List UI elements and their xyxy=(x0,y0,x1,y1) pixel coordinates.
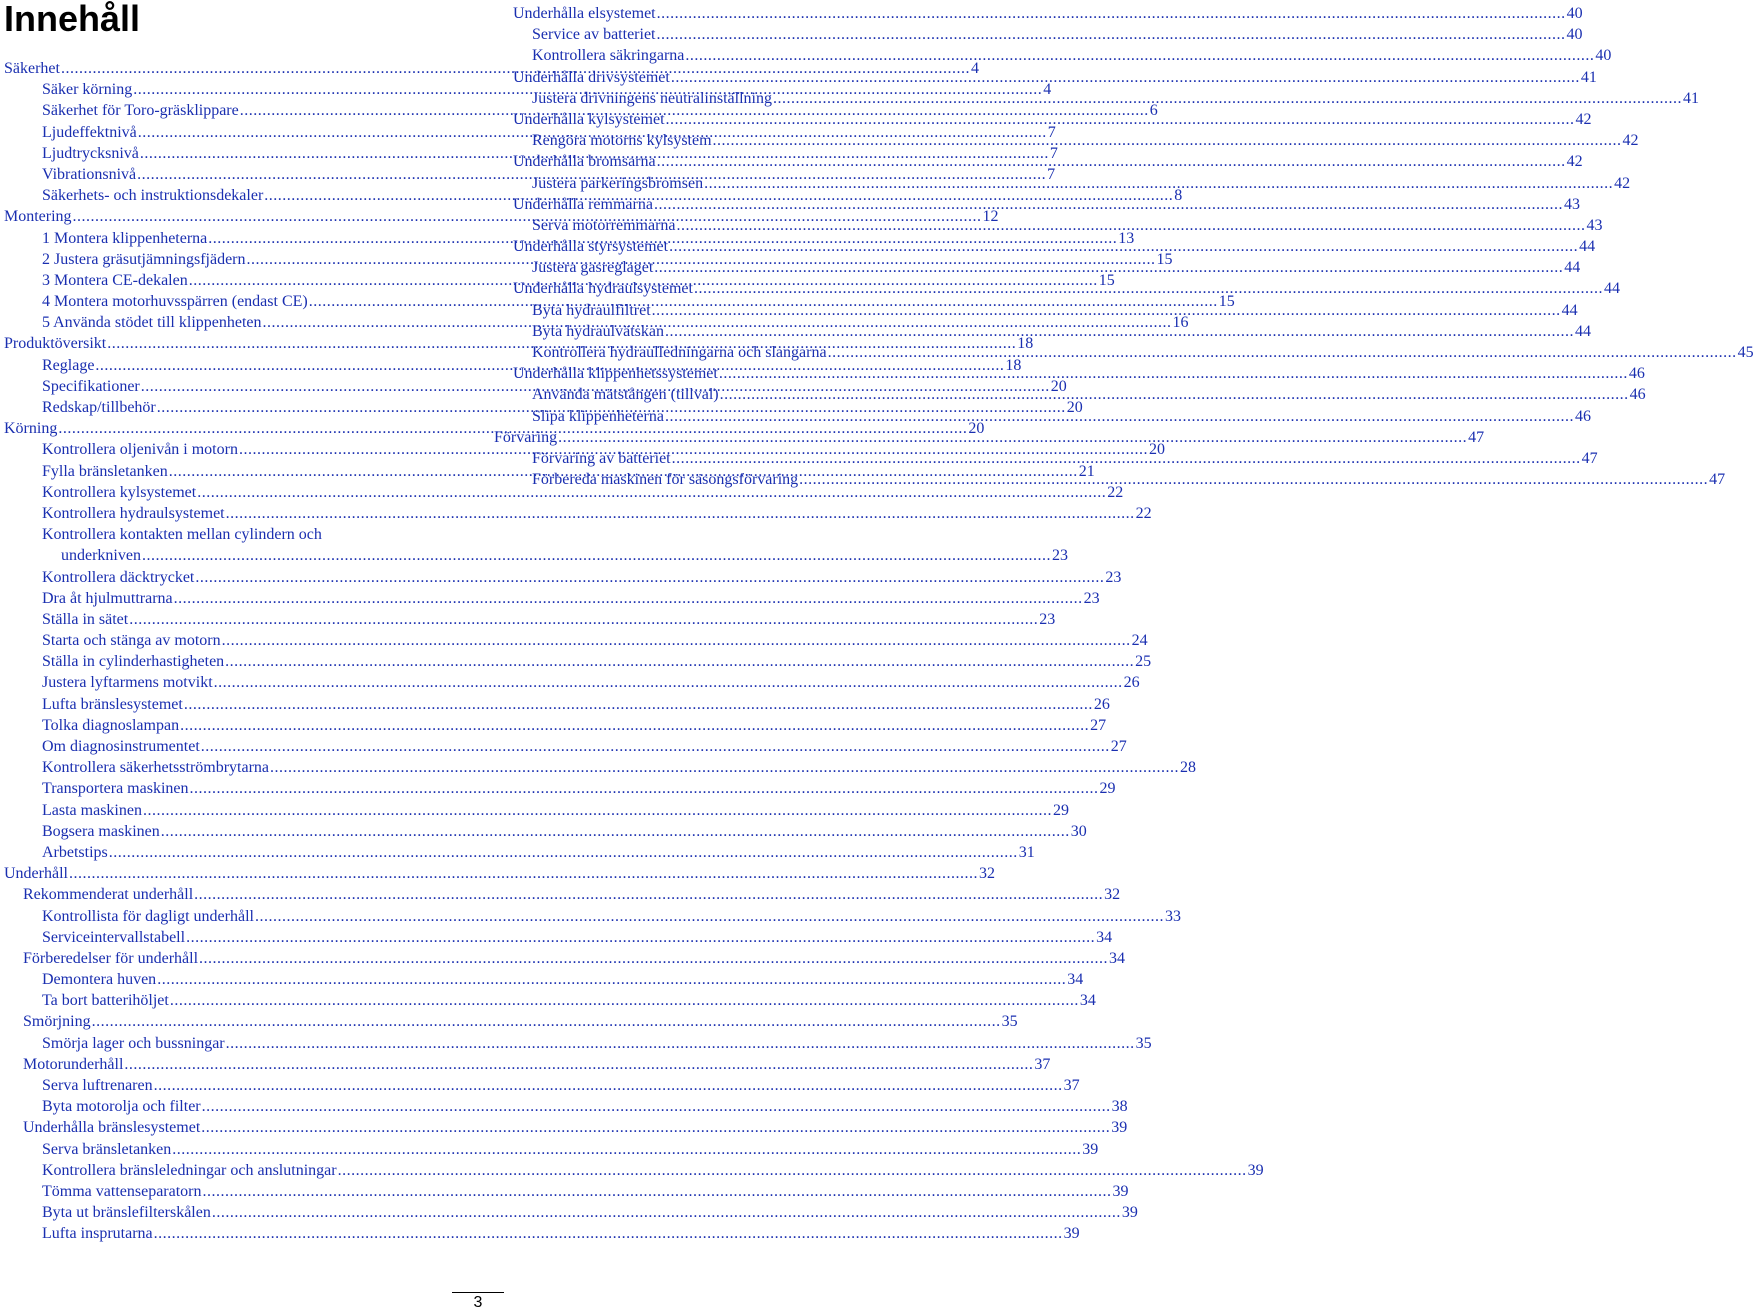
toc-page-number: 15 xyxy=(1156,250,1173,268)
toc-entry[interactable] xyxy=(0,906,1181,927)
dot-leader xyxy=(828,342,1737,363)
toc-entry[interactable] xyxy=(490,45,1612,66)
dot-leader xyxy=(558,427,1467,448)
toc-entry[interactable] xyxy=(0,482,1124,503)
toc-entry-label: Vibrationsnivå xyxy=(42,165,137,183)
dot-leader xyxy=(195,567,1104,588)
toc-page-number: 8 xyxy=(1174,187,1183,205)
toc-entry-label: Lufta insprutarna xyxy=(42,1225,153,1243)
toc-entry[interactable] xyxy=(0,672,1140,693)
toc-entry-label: Säkerhet för Toro-gräsklippare xyxy=(42,102,239,120)
toc-page-number: 22 xyxy=(1107,483,1124,501)
toc-entry-label: Använda mätstången (tillval) xyxy=(532,386,719,404)
dot-leader xyxy=(203,1181,1112,1202)
toc-entry[interactable] xyxy=(490,194,1580,215)
toc-entry[interactable] xyxy=(0,863,995,884)
toc-page-number: 23 xyxy=(1051,547,1068,565)
toc-entry-label: Förvaring xyxy=(494,428,558,446)
toc-page-number: 46 xyxy=(1628,365,1645,383)
footer-rule xyxy=(452,1292,504,1293)
toc-page-number: 20 xyxy=(1050,377,1067,395)
toc-entry[interactable] xyxy=(0,1223,1080,1244)
toc-entry[interactable] xyxy=(490,151,1583,172)
toc-entry-label: Demontera huven xyxy=(42,971,157,989)
toc-page-number: 39 xyxy=(1247,1161,1264,1179)
page-title: Innehåll xyxy=(4,0,141,39)
toc-entry-label: Slipa klippenheterna xyxy=(532,407,664,425)
toc-page-number: 32 xyxy=(1104,886,1121,904)
toc-entry-label: Byta ut bränslefilterskålen xyxy=(42,1204,211,1222)
toc-entry-label: Justera parkeringsbromsen xyxy=(532,174,704,192)
dot-leader xyxy=(143,800,1052,821)
toc-page-number: 24 xyxy=(1131,632,1148,650)
dot-leader xyxy=(170,990,1079,1011)
toc-entry-label: Säkerhets- och instruktionsdekaler xyxy=(42,187,264,205)
toc-page-number: 29 xyxy=(1099,780,1116,798)
toc-entry-label: Om diagnosinstrumentet xyxy=(42,738,200,755)
toc-page-number: 34 xyxy=(1067,971,1084,989)
toc-entry-label: Kontrollera hydraulsystemet xyxy=(42,504,225,522)
toc-entry-label: Underhålla bränslesystemet xyxy=(23,1119,201,1137)
toc-page-number: 20 xyxy=(1148,441,1165,459)
toc-page-number: 28 xyxy=(1180,759,1197,777)
toc-page-number: 12 xyxy=(982,208,999,226)
dot-leader xyxy=(694,278,1603,299)
dot-leader xyxy=(657,24,1566,45)
toc-entry[interactable] xyxy=(0,1075,1080,1096)
dot-leader xyxy=(180,715,1089,736)
dot-leader xyxy=(652,300,1561,321)
toc-page-number: 44 xyxy=(1561,301,1578,319)
dot-leader xyxy=(129,609,1038,630)
toc-entry-label: Ljudeffektnivå xyxy=(42,123,137,141)
toc-entry-label: Underhålla styrsystemet xyxy=(513,238,669,256)
toc-page-number: 42 xyxy=(1566,153,1583,171)
toc-page-number: 41 xyxy=(1682,89,1699,107)
toc-entry-label: Underhålla klippenhetssystemet xyxy=(513,365,718,383)
toc-page-number: 29 xyxy=(1052,801,1069,819)
toc-entry-label: Dra åt hjulmuttrarna xyxy=(42,589,173,607)
toc-page-number: 31 xyxy=(1018,843,1035,861)
toc-page-number: 34 xyxy=(1096,928,1113,946)
toc-entry[interactable] xyxy=(490,173,1631,194)
toc-page-number: 43 xyxy=(1563,195,1580,213)
toc-entry[interactable] xyxy=(0,1011,1018,1032)
toc-entry-label: Motorunderhåll xyxy=(23,1055,124,1073)
toc-entry-label: Säkerhet xyxy=(4,60,60,77)
toc-entry[interactable] xyxy=(0,694,1110,715)
dot-leader xyxy=(124,1054,1033,1075)
toc-entry-label: Service av batteriet xyxy=(532,26,656,44)
dot-leader xyxy=(154,1075,1063,1096)
toc-entry[interactable] xyxy=(0,990,1096,1011)
toc-entry-label: Tolka diagnoslampan xyxy=(42,716,180,734)
toc-page-number: 42 xyxy=(1622,132,1639,150)
toc-entry[interactable] xyxy=(490,88,1699,109)
toc-entry[interactable] xyxy=(0,736,1127,757)
dot-leader xyxy=(186,927,1095,948)
dot-leader xyxy=(338,1160,1247,1181)
dot-leader xyxy=(226,503,1135,524)
toc-entry-label: Kontrollera bränsleledningar och anslutningar xyxy=(42,1161,337,1179)
dot-leader xyxy=(666,109,1575,130)
toc-entry-label: Lufta bränslesystemet xyxy=(42,695,183,713)
toc-entry-label: Kontrollera däcktrycket xyxy=(42,568,195,586)
dot-leader xyxy=(222,630,1131,651)
toc-entry-label: Transportera maskinen xyxy=(42,780,189,798)
toc-entry-label: Tömma vattenseparatorn xyxy=(42,1182,202,1200)
dot-leader xyxy=(202,1096,1111,1117)
toc-page-number: 7 xyxy=(1047,123,1056,141)
dot-leader xyxy=(719,363,1628,384)
toc-page-number: 44 xyxy=(1579,238,1596,256)
toc-page-number: 39 xyxy=(1111,1119,1128,1137)
toc-page-number: 44 xyxy=(1564,259,1581,277)
dot-leader xyxy=(672,448,1581,469)
toc-page-number: 18 xyxy=(1005,356,1022,374)
toc-page-number: 21 xyxy=(1078,462,1095,480)
toc-entry-label: Underhålla kylsystemet xyxy=(513,110,665,128)
toc-entry[interactable] xyxy=(0,524,1068,566)
dot-leader xyxy=(226,1033,1135,1054)
toc-entry[interactable] xyxy=(0,757,1197,778)
toc-page-number: 44 xyxy=(1574,322,1591,340)
dot-leader xyxy=(69,863,978,884)
toc-entry[interactable] xyxy=(490,24,1583,45)
toc-entry-label: Säker körning xyxy=(42,81,133,99)
toc-entry-label: Serviceintervallstabell xyxy=(42,928,186,946)
toc-entry-label: Serva motorremmarna xyxy=(532,216,676,234)
toc-page-number: 23 xyxy=(1039,610,1056,628)
toc-entry-label: Kontrollera kontakten mellan cylindern och xyxy=(42,526,322,544)
toc-page-number: 38 xyxy=(1111,1098,1128,1116)
dot-leader xyxy=(713,130,1622,151)
toc-page-number: 42 xyxy=(1575,110,1592,128)
toc-entry-label: Serva luftrenaren xyxy=(42,1077,153,1094)
toc-page-number: 42 xyxy=(1614,174,1631,192)
dot-leader xyxy=(720,384,1629,405)
dot-leader xyxy=(657,151,1566,172)
dot-leader xyxy=(157,969,1066,990)
toc-page-number: 37 xyxy=(1063,1077,1080,1094)
toc-entry[interactable] xyxy=(0,567,1122,588)
toc-page-number: 6 xyxy=(1149,102,1158,120)
toc-page-number: 37 xyxy=(1034,1055,1051,1073)
dot-leader xyxy=(142,545,1051,566)
dot-leader xyxy=(654,194,1563,215)
toc-entry-label: Underhålla hydraulsystemet xyxy=(513,280,693,298)
toc-entry[interactable] xyxy=(0,588,1100,609)
toc-page-number: 47 xyxy=(1581,449,1598,467)
toc-entry-label: Rengöra motorns kylsystem xyxy=(532,132,712,150)
toc-entry-label: Montering xyxy=(4,208,72,226)
toc-page-number: 20 xyxy=(1066,399,1083,416)
toc-page-number: 40 xyxy=(1566,26,1583,44)
toc-page-number: 20 xyxy=(968,420,985,438)
toc-entry-label: 3 Montera CE-dekalen xyxy=(42,271,188,289)
toc-page-number: 27 xyxy=(1110,738,1127,755)
dot-leader xyxy=(109,842,1018,863)
dot-leader xyxy=(255,906,1164,927)
toc-entry-label: Underhålla bromsarna xyxy=(513,153,656,171)
dot-leader xyxy=(201,1117,1110,1138)
dot-leader xyxy=(773,88,1682,109)
toc-page-number: 26 xyxy=(1123,674,1140,692)
dot-leader xyxy=(654,257,1563,278)
toc-entry-label: 2 Justera gräsutjämningsfjädern xyxy=(42,250,246,268)
toc-entry-label: Byta motorolja och filter xyxy=(42,1098,201,1116)
toc-entry-label: 4 Montera motorhuvsspärren (endast CE) xyxy=(42,293,308,311)
toc-page-number: 44 xyxy=(1603,280,1620,298)
toc-page-number: 40 xyxy=(1595,47,1612,65)
toc-page-number: 45 xyxy=(1737,344,1754,361)
toc-page-number: 35 xyxy=(1135,1034,1152,1052)
toc-page-number: 18 xyxy=(1017,335,1034,353)
dot-leader xyxy=(669,236,1578,257)
toc-page-number: 26 xyxy=(1093,695,1110,713)
dot-leader xyxy=(799,469,1708,490)
toc-entry-label: Kontrollista för dagligt underhåll xyxy=(42,907,254,925)
toc-entry[interactable] xyxy=(0,800,1069,821)
toc-page-number: 25 xyxy=(1135,653,1152,671)
toc-entry[interactable] xyxy=(0,1054,1051,1075)
toc-entry-label: Kontrollera hydraulledningarna och slangarna xyxy=(532,344,827,361)
toc-page-number: 34 xyxy=(1109,949,1126,967)
dot-leader xyxy=(665,406,1574,427)
toc-page-number: 33 xyxy=(1164,907,1181,925)
toc-page-number: 34 xyxy=(1079,992,1096,1010)
toc-page-number: 27 xyxy=(1090,716,1107,734)
toc-page-number: 46 xyxy=(1574,407,1591,425)
toc-page-number: 32 xyxy=(978,865,995,883)
dot-leader xyxy=(199,948,1108,969)
toc-entry-label: Smörja lager och bussningar xyxy=(42,1034,225,1052)
toc-page-number: 7 xyxy=(1047,165,1056,183)
toc-page-number: 39 xyxy=(1112,1182,1129,1200)
toc-entry-label: Specifikationer xyxy=(42,377,140,395)
page-number: 3 xyxy=(473,1294,483,1311)
toc-entry[interactable] xyxy=(0,842,1035,863)
dot-leader xyxy=(677,215,1586,236)
toc-entry-label: Underhålla remmarna xyxy=(513,195,653,213)
dot-leader xyxy=(92,1011,1001,1032)
toc-entry[interactable] xyxy=(0,1202,1138,1223)
dot-leader xyxy=(172,1139,1081,1160)
dot-leader xyxy=(214,672,1123,693)
toc-entry-label: Kontrollera säkerhetsströmbrytarna xyxy=(42,759,270,777)
toc-entry-label: Kontrollera oljenivån i motorn xyxy=(42,441,238,459)
toc-page-number: 30 xyxy=(1070,822,1087,840)
toc-entry-label: Justera drivningens neutralinställning xyxy=(532,89,772,107)
toc-entry-label: Serva bränsletanken xyxy=(42,1140,172,1158)
toc-entry-label: Förbereda maskinen för säsongsförvaring xyxy=(532,471,799,489)
dot-leader xyxy=(161,821,1070,842)
toc-entry-label: Körning xyxy=(4,420,58,438)
toc-entry[interactable] xyxy=(0,948,1126,969)
toc-entry-label: Bogsera maskinen xyxy=(42,822,160,840)
toc-entry-label: Ställa in cylinderhastigheten xyxy=(42,653,225,671)
dot-leader xyxy=(657,3,1566,24)
toc-entry-label: Lasta maskinen xyxy=(42,801,142,819)
toc-entry-label: Underhåll xyxy=(4,865,68,883)
toc-entry[interactable] xyxy=(0,609,1056,630)
toc-entry-label: Byta hydraulfiltret xyxy=(532,301,651,319)
toc-entry[interactable] xyxy=(0,651,1152,672)
toc-entry-label: Redskap/tillbehör xyxy=(42,399,156,416)
toc-page-number: 15 xyxy=(1218,293,1235,311)
toc-entry[interactable] xyxy=(0,715,1107,736)
toc-entry-label: Produktöversikt xyxy=(4,335,107,353)
toc-entry[interactable] xyxy=(0,1033,1152,1054)
toc-page-number: 7 xyxy=(1049,144,1058,162)
toc-page-number: 35 xyxy=(1001,1013,1018,1031)
toc-entry-label: Underhålla drivsystemet xyxy=(513,68,670,86)
toc-entry[interactable] xyxy=(0,778,1116,799)
toc-entry-label: Rekommenderat underhåll xyxy=(23,886,194,904)
toc-page-number: 23 xyxy=(1083,589,1100,607)
toc-entry-label: Förberedelser för underhåll xyxy=(23,949,199,967)
toc-entry[interactable] xyxy=(0,1117,1128,1138)
toc-entry-continuation xyxy=(42,545,1068,566)
toc-page-number: 23 xyxy=(1105,568,1122,586)
dot-leader xyxy=(685,45,1594,66)
toc-entry[interactable] xyxy=(490,67,1597,88)
toc-entry-label: Förvaring av batteriet xyxy=(532,449,671,467)
toc-page-number: 4 xyxy=(970,60,979,77)
toc-page-number: 39 xyxy=(1121,1204,1138,1222)
dot-leader xyxy=(704,173,1613,194)
toc-entry-label: Fylla bränsletanken xyxy=(42,462,168,480)
toc-page-number: 40 xyxy=(1566,5,1583,22)
toc-entry[interactable] xyxy=(0,1160,1264,1181)
toc-page-number: 15 xyxy=(1098,271,1115,289)
toc-page-number: 16 xyxy=(1172,314,1189,332)
toc-entry[interactable] xyxy=(0,927,1113,948)
toc-entry-label: Ställa in sätet xyxy=(42,610,129,628)
toc-entry-label: Justera lyftarmens motvikt xyxy=(42,674,213,692)
toc-entry-label: Arbetstips xyxy=(42,843,108,861)
toc-entry[interactable] xyxy=(0,503,1152,524)
toc-entry-label: Smörjning xyxy=(23,1013,91,1031)
toc-page-number: 41 xyxy=(1580,68,1597,86)
toc-page-number: 43 xyxy=(1586,216,1603,234)
toc-entry[interactable] xyxy=(490,109,1592,130)
toc-entry[interactable] xyxy=(490,130,1639,151)
toc-entry-label: Ljudtrycksnivå xyxy=(42,144,139,162)
toc-page-number: 47 xyxy=(1709,471,1726,489)
dot-leader xyxy=(194,884,1103,905)
toc-entry[interactable] xyxy=(0,1181,1129,1202)
toc-page-number: 46 xyxy=(1629,386,1646,404)
dot-leader xyxy=(174,588,1083,609)
toc-page-number: 4 xyxy=(1043,81,1052,99)
toc-entry[interactable] xyxy=(0,821,1087,842)
dot-leader xyxy=(190,778,1099,799)
dot-leader xyxy=(184,694,1093,715)
toc-entry-label: Justera gasreglaget xyxy=(532,259,654,277)
toc-page-number: 13 xyxy=(1118,229,1135,247)
toc-entry-label: Starta och stänga av motorn xyxy=(42,632,221,650)
toc-page-number: 39 xyxy=(1082,1140,1099,1158)
dot-leader xyxy=(665,321,1574,342)
toc-entry[interactable] xyxy=(0,1139,1099,1160)
toc-page-number: 39 xyxy=(1063,1225,1080,1243)
toc-entry[interactable] xyxy=(0,1096,1128,1117)
dot-leader xyxy=(201,736,1110,757)
dot-leader xyxy=(154,1223,1063,1244)
toc-entry-label: Kontrollera kylsystemet xyxy=(42,483,197,501)
toc-entry-label: 1 Montera klippenheterna xyxy=(42,229,208,247)
dot-leader xyxy=(671,67,1580,88)
dot-leader xyxy=(212,1202,1121,1223)
toc-entry[interactable] xyxy=(490,3,1583,24)
toc-entry[interactable] xyxy=(0,884,1121,905)
toc-entry-label: Ta bort batterihöljet xyxy=(42,992,169,1010)
dot-leader xyxy=(270,757,1179,778)
dot-leader xyxy=(225,651,1134,672)
toc-page-number: 47 xyxy=(1468,428,1485,446)
toc-entry[interactable] xyxy=(0,969,1084,990)
toc-entry-label: Underhålla elsystemet xyxy=(513,5,656,22)
toc-entry[interactable] xyxy=(0,630,1148,651)
toc-page-number: 22 xyxy=(1135,504,1152,522)
toc-entry-label: 5 Använda stödet till klippenheten xyxy=(42,314,262,332)
toc-entry-label: Reglage xyxy=(42,356,95,374)
toc-entry-label: Byta hydraulvätskan xyxy=(532,322,664,340)
toc-entry-label: underkniven xyxy=(61,547,141,565)
toc-entry-label: Kontrollera säkringarna xyxy=(532,47,685,65)
